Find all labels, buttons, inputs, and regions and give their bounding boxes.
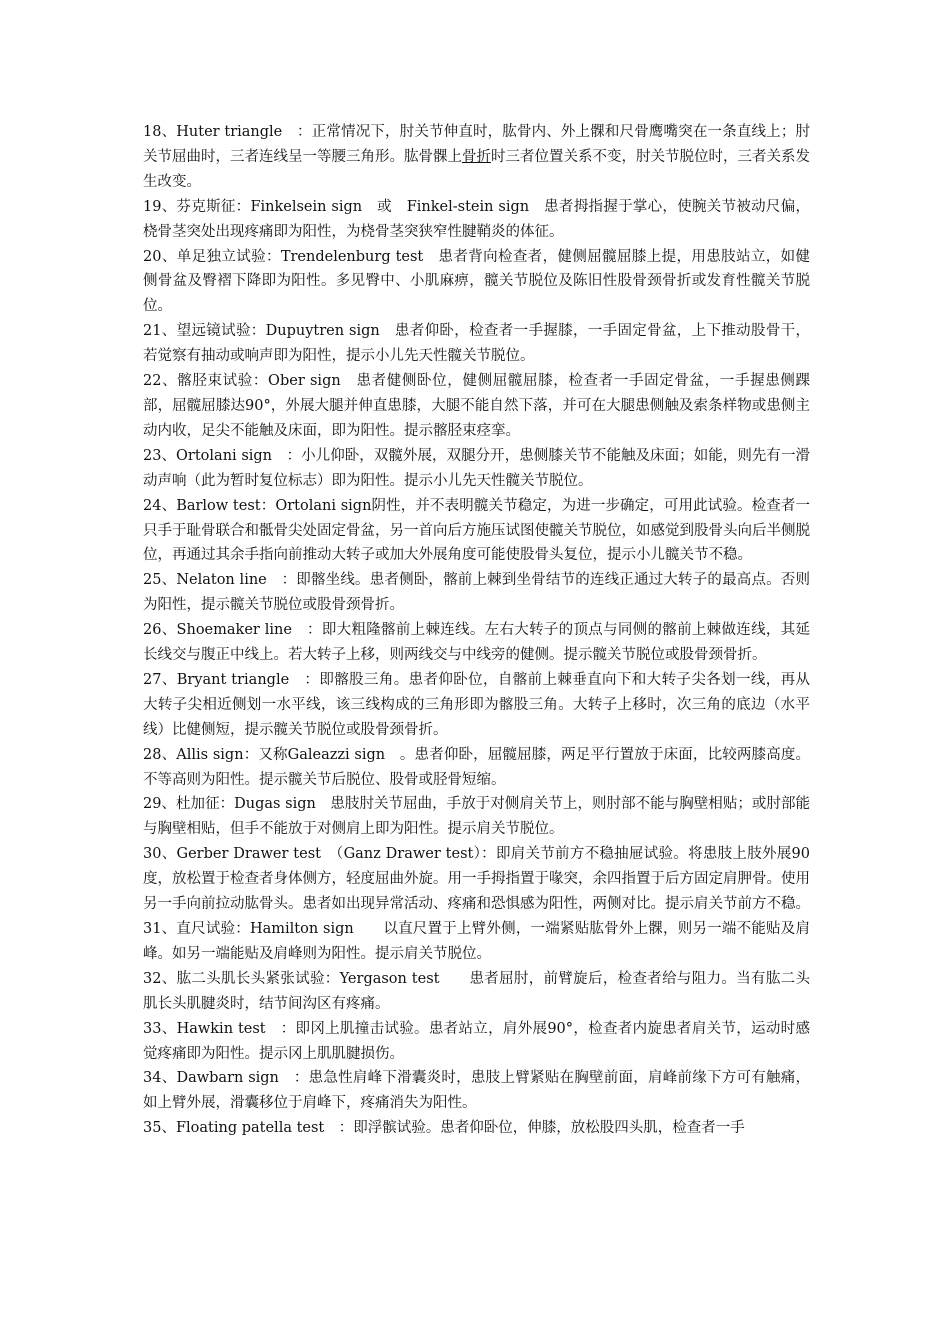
entry-hawkin-test: 33、Hawkin test ：即冈上肌撞击试验。患者站立，肩外展90°，检查者内旋患者肩关节，运动时感觉疼痛即为阳性。提示冈上肌肌腱损伤。 [143, 1020, 810, 1062]
entry-bryant-triangle: 27、Bryant triangle ：即髂股三角。患者仰卧位，自髂前上棘垂直向下和大转子尖各划一线，再从大转子尖相近侧划一水平线，该三线构成的三角形即为髂股三角。大转子上移时，次三角的底边（水平线）比健侧短，提示髋关节脱位或股骨颈骨折。 [143, 671, 810, 738]
entry-allis-sign: 28、Allis sign：又称Galeazzi sign 。患者仰卧，屈髋屈膝，两足平行置放于床面，比较两膝高度。不等高则为阳性。提示髋关节后脱位、股骨或胫骨短缩。 [143, 746, 810, 788]
document-body [143, 120, 810, 1141]
entry-yergason-test: 32、肱二头肌长头紧张试验：Yergason test 患者屈肘，前臂旋后，检查者给与阻力。当有肱二头肌长头肌腱炎时，结节间沟区有疼痛。 [143, 970, 810, 1012]
entry-ober-sign: 22、髂胫束试验：Ober sign 患者健侧卧位，健侧屈髋屈膝，检查者一手固定骨盆，一手握患侧踝部，屈髋屈膝达90°，外展大腿并伸直患膝，大腿不能自然下落，并可在大腿患侧触及索条样物或患侧主动内收，足尖不能触及床面，即为阳性。提示髂胫束痉挛。 [143, 373, 810, 439]
entry-floating-patella-test: 35、Floating patella test ：即浮髌试验。患者仰卧位，伸膝，放松股四头肌，检查者一手 [143, 1120, 745, 1137]
entry-dupuytren-sign: 21、望远镜试验：Dupuytren sign 患者仰卧，检查者一手握膝，一手固定骨盆，上下推动股骨干，若觉察有抽动或响声即为阳性，提示小儿先天性髋关节脱位。 [143, 323, 810, 365]
entry-shoemaker-line: 26、Shoemaker line ：即大粗隆髂前上棘连线。左右大转子的顶点与同侧的髂前上棘做连线，其延长线交与腹正中线上。若大转子上移，则两线交与中线旁的健侧。提示髋关节脱位或股骨颈骨折。 [143, 622, 810, 664]
entry-text: 18、Huter triangle ：正常情况下，肘关节伸直时，肱骨内、外上髁和尺骨鹰嘴突在一条直线上；肘关节屈曲时，三者连线呈一等腰三角形。肱骨髁上 [143, 124, 810, 165]
entry-text: 时三者位置关系不变，肘关节脱位时，三者关系发生改变。 [143, 148, 810, 190]
entry-dawbarn-sign: 34、Dawbarn sign ：患急性肩峰下滑囊炎时，患肢上臂紧贴在胸壁前面，肩峰前缘下方可有触痛，如上臂外展，滑囊移位于肩峰下，疼痛消失为阳性。 [143, 1070, 810, 1112]
entry-trendelenburg-test: 20、单足独立试验：Trendelenburg test 患者背向检查者，健侧屈髋屈膝上提，用患肢站立，如健侧骨盆及臀褶下降即为阳性。多见臀中、小肌麻痹，髋关节脱位及陈旧性股骨颈骨折或发育性髋关节脱位。 [143, 248, 810, 315]
entry-ortolani-sign: 23、Ortolani sign ：小儿仰卧，双髋外展，双腿分开，患侧膝关节不能触及床面；如能，则先有一滑动声响（此为暂时复位标志）即为阳性。提示小儿先天性髋关节脱位。 [143, 447, 810, 489]
entry-finkelstein-sign: 19、芬克斯征：Finkelsein sign 或 Finkel-stein sign 患者拇指握于掌心，使腕关节被动尺偏，桡骨茎突处出现疼痛即为阳性，为桡骨茎突狭窄性腱鞘炎的体征。 [143, 198, 810, 240]
entry-nelaton-line: 25、Nelaton line ：即髂坐线。患者侧卧，髂前上棘到坐骨结节的连线正通过大转子的最高点。否则为阳性，提示髋关节脱位或股骨颈骨折。 [143, 572, 810, 614]
entry-gerber-drawer-test: 30、Gerber Drawer test （Ganz Drawer test）：即肩关节前方不稳抽屉试验。将患肢上肢外展90度，放松置于检查者身体侧方，轻度屈曲外旋。用一手拇指置于喙突，余四指置于后方固定肩胛骨。使用另一手向前拉动肱骨头。患者如出现异常活动、疼痛和恐惧感为阳性，两侧对比。提示肩关节前方不稳。 [143, 846, 810, 913]
underlined-term: 骨折 [462, 148, 491, 165]
entry-huter-triangle [143, 120, 810, 195]
entry-dugas-sign: 29、杜加征：Dugas sign 患肢肘关节屈曲，手放于对侧肩关节上，则肘部不能与胸壁相贴；或肘部能与胸壁相贴，但手不能放于对侧肩上即为阳性。提示肩关节脱位。 [143, 796, 810, 838]
entry-barlow-test: 24、Barlow test：Ortolani sign阴性，并不表明髋关节稳定，为进一步确定，可用此试验。检查者一只手于耻骨联合和骶骨尖处固定骨盆，另一首向后方施压试图使髋关节脱位，如感觉到股骨头向后半侧脱位，再通过其余手指向前推动大转子或加大外展角度可能使股骨头复位，提示小儿髋关节不稳。 [143, 497, 810, 564]
entry-hamilton-sign: 31、直尺试验：Hamilton sign 以直尺置于上臂外侧，一端紧贴肱骨外上髁，则另一端不能贴及肩峰。如另一端能贴及肩峰则为阳性。提示肩关节脱位。 [143, 921, 810, 962]
